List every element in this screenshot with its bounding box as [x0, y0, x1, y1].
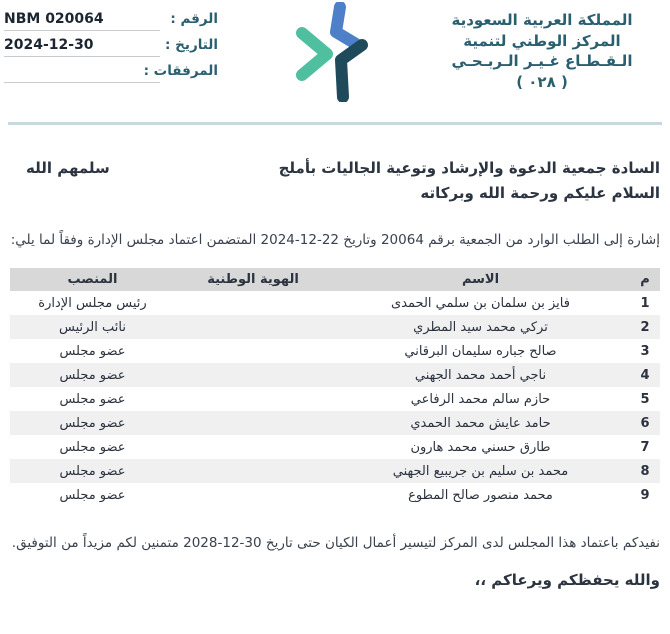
closing-paragraph: نفيدكم باعتماد هذا المجلس لدى المركز لتيسير أعمال الكيان حتى تاريخ 30-12-2028 متمنين لكم مزيداً من التوفيق. [11, 535, 660, 551]
col-header-name: الاسم [461, 272, 500, 287]
org-line-3: الـقـطـاع غـيـر الـربـحـي [451, 52, 633, 71]
field-number [4, 8, 218, 34]
org-line-1: المملكة العربية السعودية [451, 11, 633, 29]
greeting-row [10, 159, 660, 177]
table-row: 5 حازم سالم محمد الرفاعي عضو مجلس [59, 391, 650, 407]
date-label: التاريخ : [165, 37, 218, 53]
board-members-table [10, 268, 660, 507]
attachments-label: المرفقات : [143, 63, 218, 79]
reference-fields [4, 8, 218, 86]
date-value: 2024-12-30 [4, 34, 160, 57]
field-attachments [4, 60, 218, 86]
table-row: 1 فايز بن سلمان بن سلمي الحمدى رئيس مجلس الإدارة [38, 295, 650, 311]
table-row: 4 ناجي أحمد محمد الجهني عضو مجلس [10, 363, 660, 387]
col-header-index: م [640, 272, 650, 287]
reference-paragraph: إشارة إلى الطلب الوارد من الجمعية برقم 20064 وتاريخ 22-12-2024 المتضمن اعتماد مجلس الإدارة وفقاً لما يلي: [10, 232, 660, 248]
salutation: سلمهم الله [26, 159, 110, 177]
org-code: ( ٠٢٨ ) [516, 73, 568, 92]
letterhead [0, 0, 670, 122]
islamic-greeting: السلام عليكم ورحمة الله وبركاته [420, 184, 660, 202]
ncnp-logo-icon [285, 2, 385, 102]
table-header-row [10, 268, 660, 291]
number-value: NBM 020064 [4, 8, 160, 31]
attachments-value [4, 60, 160, 83]
org-name-block [424, 10, 660, 93]
field-date [4, 34, 218, 60]
closing-salutation: والله يحفظكم ويرعاكم ،، [474, 571, 660, 589]
table-row: 7 طارق حسني محمد هارون عضو مجلس [59, 439, 650, 455]
table-row: 9 محمد منصور صالح المطوع عضو مجلس [59, 487, 650, 503]
number-label: الرقم : [170, 11, 218, 27]
letterhead-separator [8, 122, 662, 125]
org-line-2: المركز الوطني لتنمية [463, 31, 621, 50]
col-header-national-id: الهوية الوطنية [207, 272, 299, 287]
table-row: 8 محمد بن سليم بن جريبيع الجهني عضو مجلس [10, 459, 660, 483]
letter-body [0, 159, 670, 589]
table-row: 3 صالح جباره سليمان البرقاني عضو مجلس [59, 343, 650, 359]
table-row: 6 حامد عايش محمد الحمدي عضو مجلس [10, 411, 660, 435]
col-header-position: المنصب [67, 272, 118, 287]
table-row: 2 تركي محمد سيد المطري نائب الرئيس [10, 315, 660, 339]
addressee: السادة جمعية الدعوة والإرشاد وتوعية الجاليات بأملج [278, 159, 660, 177]
